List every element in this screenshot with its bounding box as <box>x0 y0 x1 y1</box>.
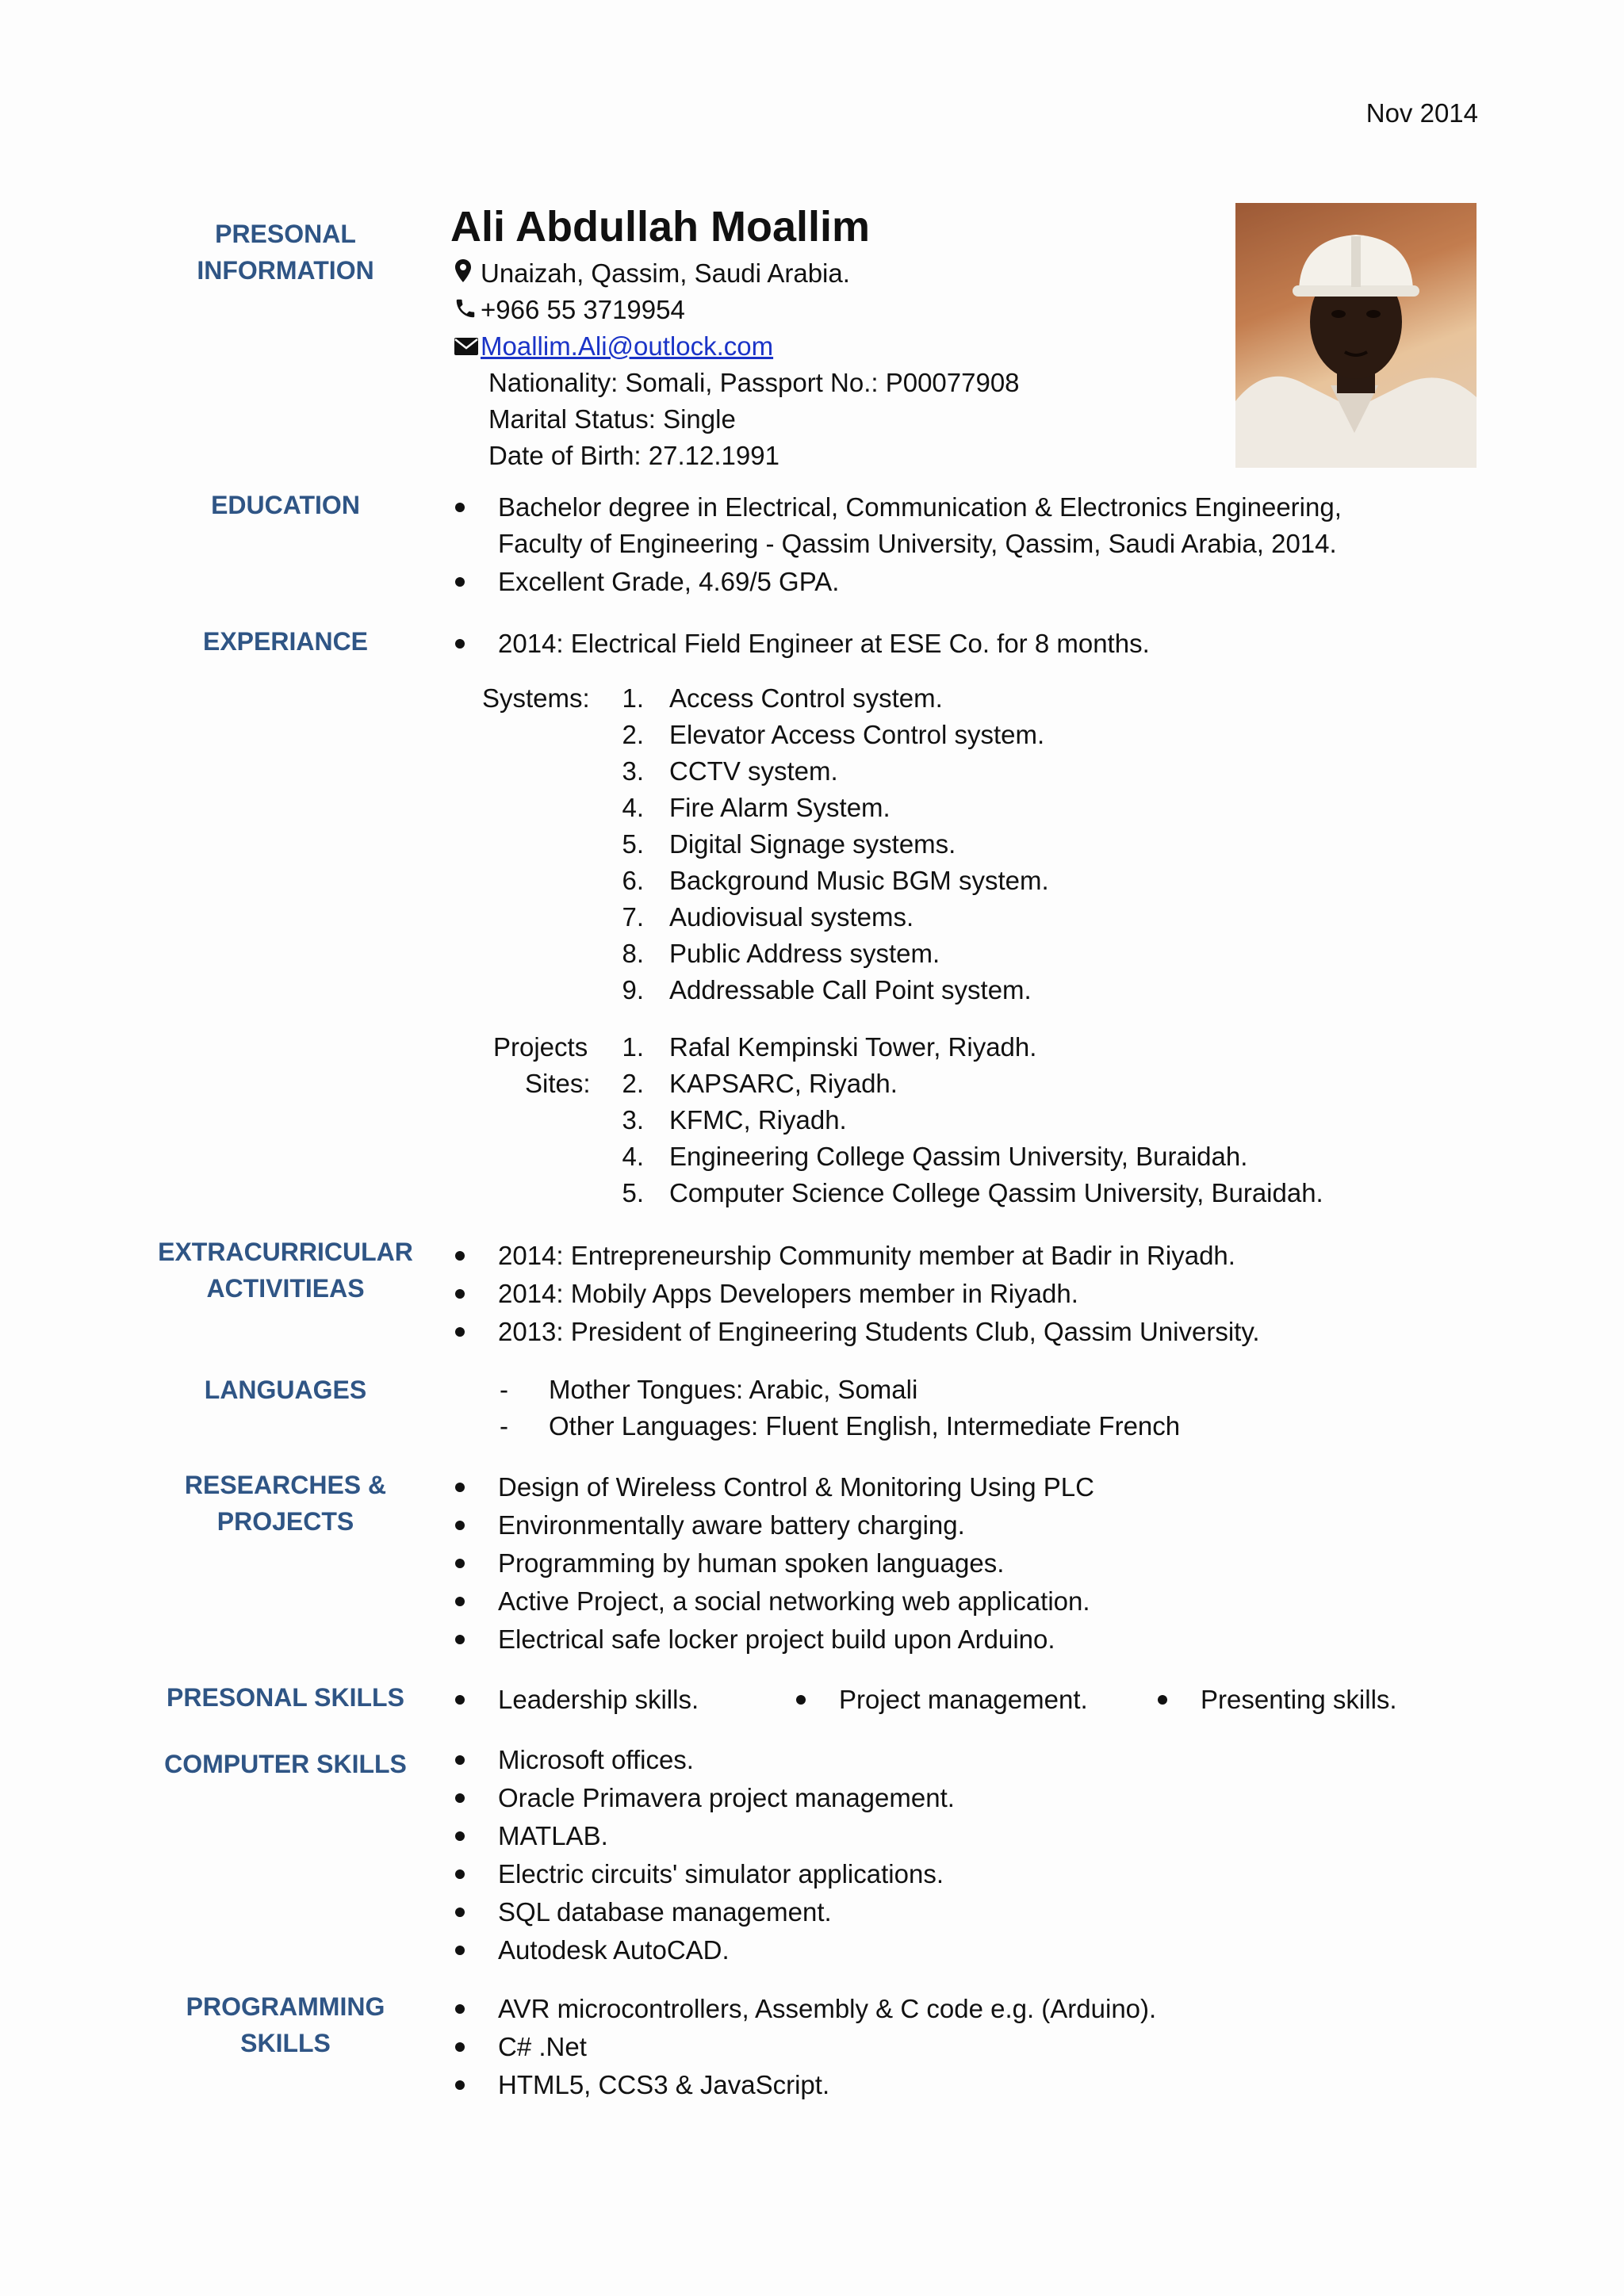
projects-label: Projects <box>493 1032 588 1062</box>
bullet-icon <box>455 1289 465 1299</box>
bullet-icon <box>455 1483 465 1492</box>
research-item: Electrical safe locker project build upon Arduino. <box>498 1624 1055 1654</box>
activity-item: 2014: Mobily Apps Developers member in Riyadh. <box>498 1279 1078 1308</box>
location-line <box>454 255 850 293</box>
document-date: Nov 2014 <box>1365 98 1478 128</box>
envelope-icon <box>454 330 481 366</box>
list-number: 1. <box>622 1032 644 1062</box>
research-item: Active Project, a social networking web application. <box>498 1586 1090 1616</box>
section-title-experience: EXPERIANCE <box>202 627 369 656</box>
list-number: 7. <box>622 902 644 932</box>
education-item: Faculty of Engineering - Qassim University, Qassim, Saudi Arabia, 2014. <box>498 529 1337 558</box>
computer-skill-item: Oracle Primavera project management. <box>498 1783 955 1812</box>
list-item: Engineering College Qassim University, Buraidah. <box>669 1142 1248 1171</box>
research-item: Environmentally aware battery charging. <box>498 1510 965 1540</box>
sites-label: Sites: <box>525 1069 591 1098</box>
list-item: Access Control system. <box>669 683 943 713</box>
dash-marker: - <box>500 1375 508 1404</box>
bullet-icon <box>455 1521 465 1530</box>
experience-item: 2014: Electrical Field Engineer at ESE Co. for 8 months. <box>498 629 1150 658</box>
section-title-education: EDUCATION <box>211 491 360 519</box>
bullet-icon <box>455 2080 465 2090</box>
systems-label: Systems: <box>482 683 590 713</box>
list-number: 3. <box>622 1105 644 1135</box>
bullet-icon <box>455 577 465 587</box>
section-title-personal-skills: PRESONAL SKILLS <box>167 1683 404 1712</box>
activity-item: 2014: Entrepreneurship Community member at Badir in Riyadh. <box>498 1241 1235 1270</box>
language-item: Mother Tongues: Arabic, Somali <box>549 1375 918 1404</box>
dash-marker: - <box>500 1411 508 1441</box>
bullet-icon <box>455 2042 465 2052</box>
programming-skill-item: AVR microcontrollers, Assembly & C code e.g. (Arduino). <box>498 1994 1157 2023</box>
personal-skill-item: Presenting skills. <box>1201 1685 1397 1714</box>
candidate-name: Ali Abdullah Moallim <box>450 203 871 251</box>
profile-photo <box>1235 203 1477 468</box>
list-number: 4. <box>622 793 644 822</box>
bullet-icon <box>1158 1695 1167 1705</box>
bullet-icon <box>455 1831 465 1841</box>
bullet-icon <box>455 1559 465 1568</box>
location-text: Unaizah, Qassim, Saudi Arabia. <box>481 258 850 288</box>
section-title-research: RESEARCHES & PROJECTS <box>184 1471 387 1536</box>
research-item: Design of Wireless Control & Monitoring Using PLC <box>498 1472 1094 1502</box>
list-item: Addressable Call Point system. <box>669 975 1032 1004</box>
list-item: CCTV system. <box>669 756 838 786</box>
research-item: Programming by human spoken languages. <box>498 1548 1005 1578</box>
bullet-icon <box>455 639 465 649</box>
list-item: Rafal Kempinski Tower, Riyadh. <box>669 1032 1037 1062</box>
phone-text: +966 55 3719954 <box>481 295 685 324</box>
list-item: Fire Alarm System. <box>669 793 891 822</box>
bullet-icon <box>455 1946 465 1955</box>
bullet-icon <box>455 1635 465 1644</box>
bullet-icon <box>455 503 465 512</box>
list-number: 3. <box>622 756 644 786</box>
computer-skill-item: Autodesk AutoCAD. <box>498 1935 730 1965</box>
bullet-icon <box>455 1597 465 1606</box>
list-number: 5. <box>622 829 644 859</box>
list-item: Audiovisual systems. <box>669 902 914 932</box>
list-item: KAPSARC, Riyadh. <box>669 1069 898 1098</box>
list-number: 5. <box>622 1178 644 1207</box>
nationality-text: Nationality: Somali, Passport No.: P00077908 <box>488 368 1020 397</box>
bullet-icon <box>455 2004 465 2014</box>
list-item: Background Music BGM system. <box>669 866 1049 895</box>
phone-icon <box>454 293 481 330</box>
section-title-languages: LANGUAGES <box>204 1376 367 1404</box>
bullet-icon <box>455 1869 465 1879</box>
list-number: 9. <box>622 975 644 1004</box>
bullet-icon <box>455 1755 465 1765</box>
computer-skill-item: Electric circuits' simulator applications. <box>498 1859 944 1888</box>
list-number: 2. <box>622 720 644 749</box>
list-number: 6. <box>622 866 644 895</box>
date-of-birth-text: Date of Birth: 27.12.1991 <box>488 441 779 470</box>
personal-skill-item: Project management. <box>839 1685 1088 1714</box>
programming-skill-item: HTML5, CCS3 & JavaScript. <box>498 2070 830 2099</box>
list-item: Computer Science College Qassim University, Buraidah. <box>669 1178 1323 1207</box>
computer-skill-item: Microsoft offices. <box>498 1745 694 1774</box>
list-item: Elevator Access Control system. <box>669 720 1045 749</box>
email-link[interactable]: Moallim.Ali@outlock.com <box>481 331 774 361</box>
map-marker-icon <box>454 257 481 293</box>
computer-skill-item: MATLAB. <box>498 1821 608 1850</box>
list-number: 8. <box>622 939 644 968</box>
email-line <box>454 328 773 366</box>
section-title-computer-skills: COMPUTER SKILLS <box>164 1750 407 1778</box>
marital-status-text: Marital Status: Single <box>488 404 736 434</box>
computer-skill-item: SQL database management. <box>498 1897 832 1927</box>
bullet-icon <box>455 1793 465 1803</box>
list-item: Digital Signage systems. <box>669 829 956 859</box>
section-title-personal: PRESONAL INFORMATION <box>197 220 374 285</box>
list-number: 2. <box>622 1069 644 1098</box>
bullet-icon <box>455 1327 465 1337</box>
list-number: 4. <box>622 1142 644 1171</box>
activity-item: 2013: President of Engineering Students Club, Qassim University. <box>498 1317 1260 1346</box>
programming-skill-item: C# .Net <box>498 2032 587 2061</box>
list-item: KFMC, Riyadh. <box>669 1105 847 1135</box>
bullet-icon <box>455 1695 465 1705</box>
bullet-icon <box>455 1908 465 1917</box>
list-number: 1. <box>622 683 644 713</box>
education-item: Bachelor degree in Electrical, Communication & Electronics Engineering, <box>498 492 1342 522</box>
list-item: Public Address system. <box>669 939 940 968</box>
section-title-programming-skills: PROGRAMMING SKILLS <box>186 1992 385 2057</box>
personal-skill-item: Leadership skills. <box>498 1685 699 1714</box>
education-item: Excellent Grade, 4.69/5 GPA. <box>498 567 840 596</box>
phone-line <box>454 292 685 330</box>
bullet-icon <box>455 1251 465 1261</box>
section-title-extracurricular: EXTRACURRICULAR ACTIVITIEAS <box>158 1238 413 1303</box>
language-item: Other Languages: Fluent English, Intermediate French <box>549 1411 1181 1441</box>
bullet-icon <box>796 1695 806 1705</box>
